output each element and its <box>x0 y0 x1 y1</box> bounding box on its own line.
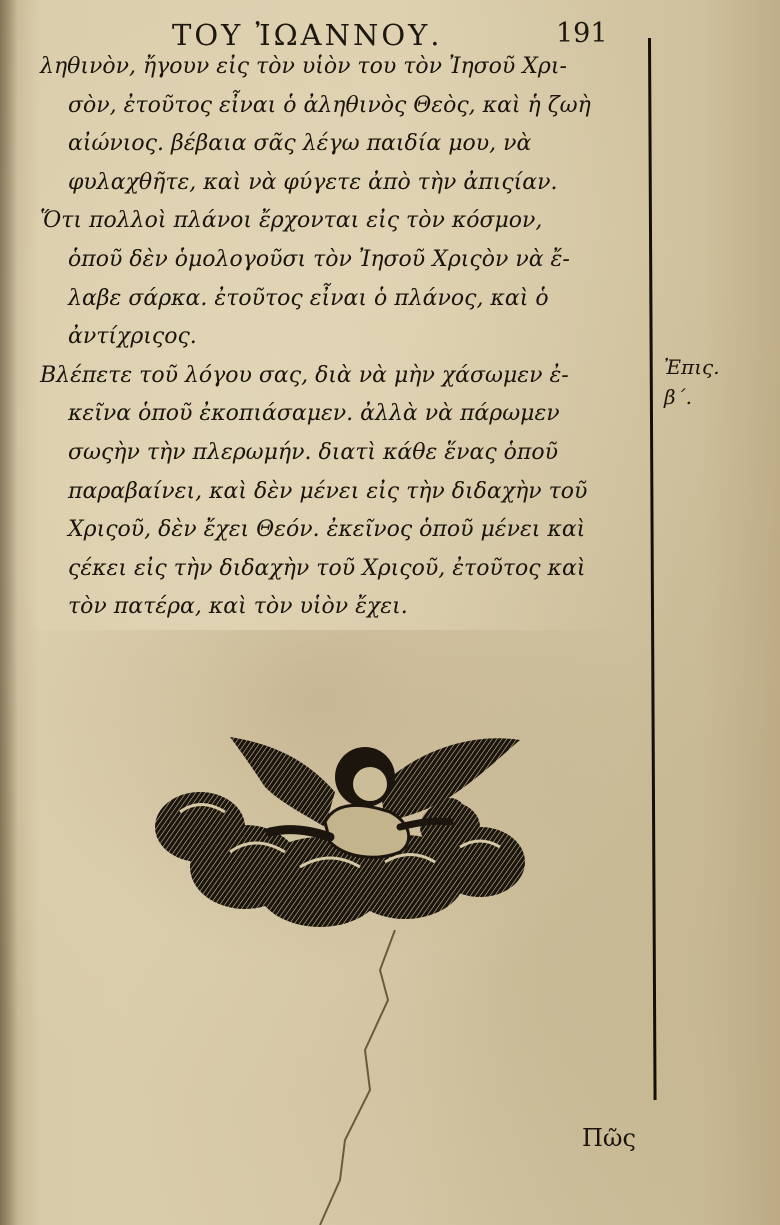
page-header <box>0 8 650 50</box>
catchword: Πῶς <box>582 1124 636 1152</box>
text-line: ληθινὸν, ἤγουν εἰς τὸν υἱὸν του τὸν Ἰησοῦ Χρι- <box>40 54 567 79</box>
margin-note-line: β΄. <box>664 385 692 409</box>
text-line: κεῖνα ὁποῦ ἐκοπιάσαμεν. ἀλλὰ νὰ πάρωμεν <box>68 401 560 427</box>
text-line: Βλέπετε τοῦ λόγου σας, διὰ νὰ μὴν χάσωμεν ἐ- <box>40 362 569 388</box>
text-line: Χριςοῦ, δὲν ἔχει Θεόν. ἐκεῖνος ὁποῦ μένει καὶ <box>68 517 586 543</box>
text-line: σὸν, ἐτοῦτος εἶναι ὁ ἀληθινὸς Θεὸς, καὶ ἡ ζωὴ <box>68 92 591 118</box>
text-line: λαβε σάρκα. ἐτοῦτος εἶναι ὁ πλάνος, καὶ ὁ <box>68 285 549 311</box>
body-text <box>40 48 648 627</box>
margin-rule <box>648 38 657 1100</box>
page-number: 191 <box>556 18 608 49</box>
paper-crack <box>300 930 420 1225</box>
margin-note-line: Ἐπις. <box>664 355 720 379</box>
text-line: ὁποῦ δὲν ὁμολογοῦσι τὸν Ἰησοῦ Χριςὸν νὰ ἔ- <box>68 246 570 272</box>
text-line: φυλαχθῆτε, καὶ νὰ φύγετε ἀπὸ τὴν ἀπιςίαν. <box>68 169 558 195</box>
running-title: ΤΟΥ ἸΩΑΝΝΟΥ. <box>172 18 443 52</box>
text-line: τὸν πατέρα, καὶ τὸν υἱὸν ἔχει. <box>68 594 408 620</box>
text-line: σωςὴν τὴν πλερωμήν. διατὶ κάθε ἕνας ὁποῦ <box>68 439 558 465</box>
page-edge-shadow <box>0 0 18 1225</box>
text-line: Ὅτι πολλοὶ πλάνοι ἔρχονται εἰς τὸν κόσμον, <box>40 208 543 234</box>
text-line: ςέκει εἰς τὴν διδαχὴν τοῦ Χριςοῦ, ἐτοῦτος καὶ <box>68 555 586 581</box>
text-line: αἰώνιος. βέβαια σᾶς λέγω παιδία μου, νὰ <box>68 131 532 157</box>
margin-note <box>664 352 720 412</box>
winged-cherub-on-clouds-woodcut-icon <box>150 732 530 942</box>
text-line: παραβαίνει, καὶ δὲν μένει εἰς τὴν διδαχὴν τοῦ <box>68 478 588 504</box>
text-line: ἀντίχριςος. <box>68 324 197 350</box>
